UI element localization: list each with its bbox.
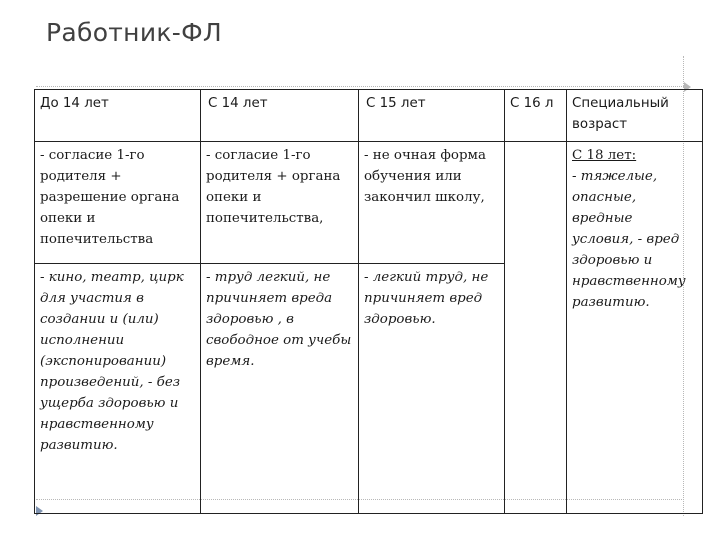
work-from-15: - легкий труд, не причиняет вред здоровью. <box>359 264 505 514</box>
slide-title: Работник-ФЛ <box>46 18 223 47</box>
header-row <box>35 90 703 142</box>
consent-from-14: - согласие 1-го родителя + органа опеки и попечительства, <box>201 142 359 264</box>
consent-row <box>35 142 703 264</box>
header-cell-from-16: С 16 л <box>505 90 567 142</box>
special-age-body: - тяжелые, опасные, вредные условия, - вред здоровью и нравственному развитию. <box>572 169 686 310</box>
consent-under-14: - согласие 1-го родителя + разрешение органа опеки и попечительства <box>35 142 201 264</box>
header-cell-under-14: До 14 лет <box>35 90 201 142</box>
special-age-cell <box>567 142 703 514</box>
consent-from-15: - не очная форма обучения или закончил школу, <box>359 142 505 264</box>
work-from-14: - труд легкий, не причиняет вреда здоровью , в свободное от учебы время. <box>201 264 359 514</box>
decor-line-top <box>36 86 684 87</box>
age-requirements-table <box>34 89 703 514</box>
header-cell-from-14: С 14 лет <box>201 90 359 142</box>
special-age-heading: С 18 лет: <box>572 148 637 163</box>
work-under-14: - кино, театр, цирк для участия в создании и (или) исполнении (экспонировании) произведений, - без ущерба здоровью и нравственному развитию. <box>35 264 201 514</box>
header-cell-from-15: С 15 лет <box>359 90 505 142</box>
header-cell-special-age: Специальный возраст <box>567 90 703 142</box>
cell-from-16-empty <box>505 142 567 514</box>
